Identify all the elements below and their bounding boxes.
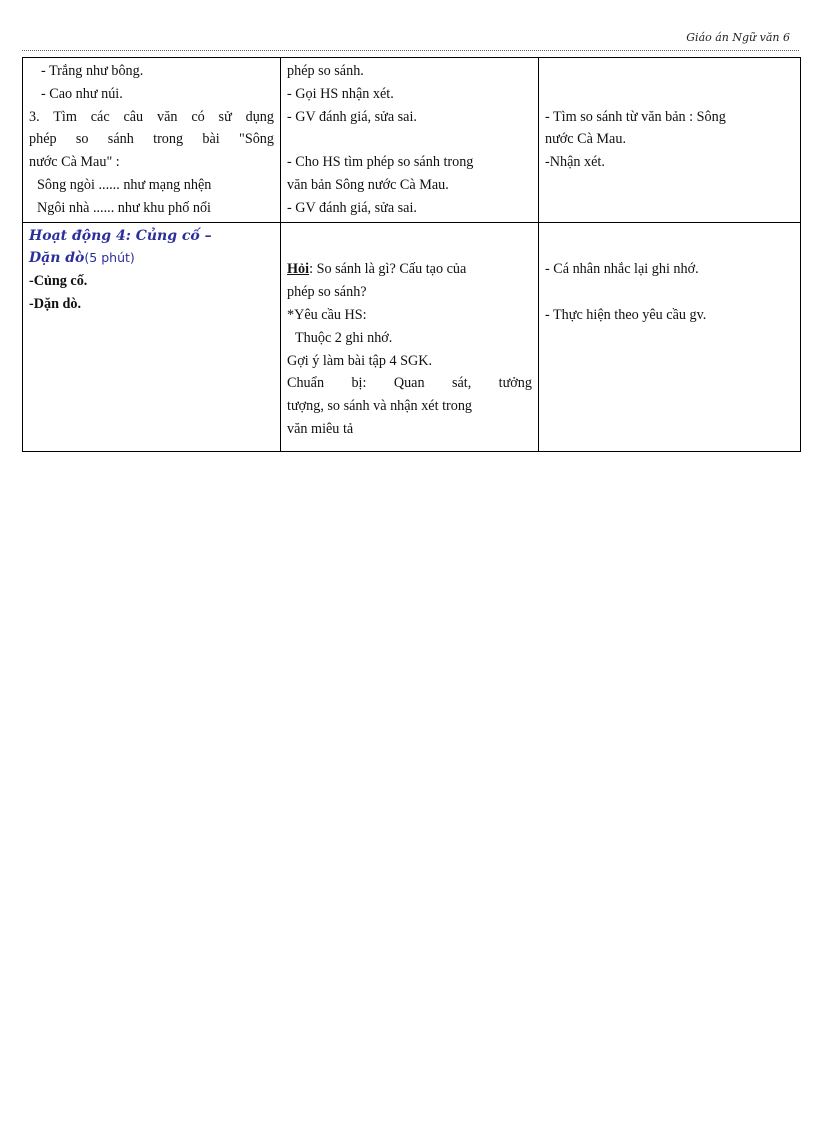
exercise-line: phép so sánh trong bài "Sông	[29, 131, 274, 148]
example-line: - Trắng như bông.	[41, 63, 144, 79]
teacher-line: Thuộc 2 ghi nhớ.	[295, 329, 393, 346]
lesson-plan-table	[22, 57, 801, 452]
exercise-line: 3. Tìm các câu văn có sử dụng	[29, 108, 274, 125]
student-line: - Thực hiện theo yêu cầu gv.	[545, 306, 707, 323]
teacher-line: phép so sánh.	[287, 63, 364, 79]
spacer	[545, 60, 794, 83]
row1-teacher-cell	[281, 58, 539, 223]
question-label: Hỏi	[287, 261, 310, 278]
exercise-line: nước Cà Mau" :	[29, 154, 120, 171]
answer-line: Sông ngòi ...... như mạng nhện	[37, 176, 212, 193]
spacer	[545, 83, 794, 106]
teacher-line: văn bản Sông nước Cà Mau.	[287, 176, 449, 193]
row2-student-cell	[539, 222, 801, 451]
teacher-line: Chuẩn bị: Quan sát, tưởng	[287, 375, 532, 392]
table-row	[23, 222, 801, 451]
teacher-line: tượng, so sánh và nhận xét trong	[287, 398, 473, 415]
activity-item: -Củng cố.	[29, 273, 88, 290]
row1-student-cell	[539, 58, 801, 223]
row2-content-cell	[23, 222, 281, 451]
page-header-title: Giáo án Ngữ văn 6	[686, 31, 790, 44]
activity-title-cont: Dặn dò	[29, 250, 85, 267]
student-line: - Cá nhân nhắc lại ghi nhớ.	[545, 261, 699, 278]
example-line: - Cao như núi.	[41, 85, 123, 102]
question-text: : So sánh là gì? Cấu tạo của	[309, 261, 467, 278]
table-row	[23, 58, 801, 223]
teacher-line: Gợi ý làm bài tập 4 SGK.	[287, 352, 433, 369]
spacer	[287, 225, 532, 248]
spacer	[545, 247, 794, 258]
teacher-line: - Gọi HS nhận xét.	[287, 85, 394, 102]
student-line: - Tìm so sánh từ văn bản : Sông	[545, 108, 726, 125]
spacer	[287, 128, 532, 151]
row2-teacher-cell	[281, 222, 539, 451]
teacher-line: - Cho HS tìm phép so sánh trong	[287, 154, 474, 171]
teacher-line: văn miêu tả	[287, 420, 354, 437]
spacer	[545, 225, 794, 248]
teacher-line: *Yêu cầu HS:	[287, 306, 367, 323]
student-line: -Nhận xét.	[545, 154, 605, 171]
spacer	[545, 281, 794, 304]
row1-content-cell	[23, 58, 281, 223]
teacher-line: - GV đánh giá, sửa sai.	[287, 108, 417, 125]
activity-title: Hoạt động 4: Củng cố –	[29, 227, 212, 244]
teacher-line: phép so sánh?	[287, 284, 367, 301]
activity-item: -Dặn dò.	[29, 295, 82, 312]
spacer	[287, 247, 532, 258]
student-line: nước Cà Mau.	[545, 131, 626, 148]
header-divider	[22, 50, 799, 51]
teacher-line: - GV đánh giá, sửa sai.	[287, 199, 417, 216]
activity-duration: (5 phút)	[84, 250, 135, 266]
answer-line: Ngôi nhà ...... như khu phố nổi	[37, 199, 211, 216]
